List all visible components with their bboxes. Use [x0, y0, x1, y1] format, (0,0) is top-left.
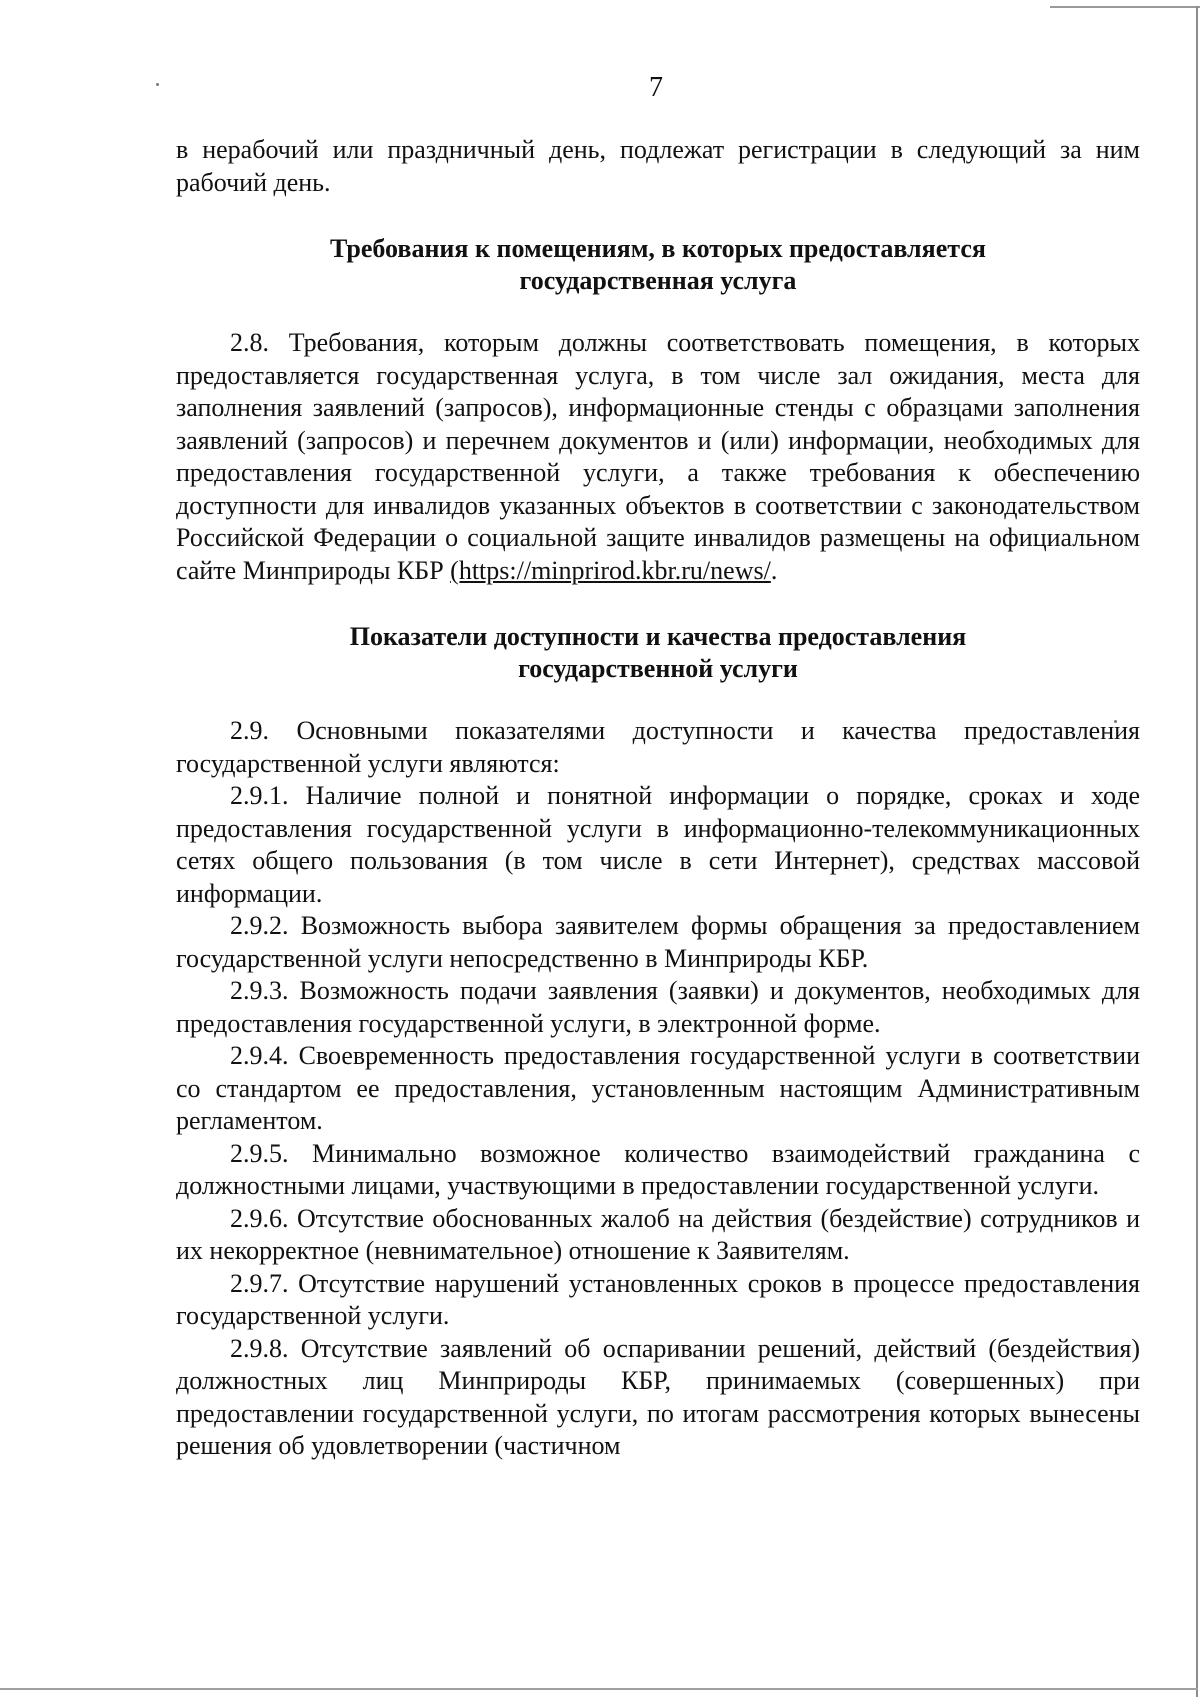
intro-paragraph: в нерабочий или праздничный день, подлежат регистрации в следующий за ним рабочий день. [176, 135, 1140, 197]
paragraph-2-9-2: 2.9.2. Возможность выбора заявителем формы обращения за предоставлением государственной услуги непосредственно в Минприроды КБР. [176, 911, 1140, 973]
paragraph-2-9-1: 2.9.1. Наличие полной и понятной информации о порядке, сроках и ходе предоставления государственной услуги в информационно-телекоммуникационных сетях общего пользования (в том числе в сети Интернет), средствах массовой информации. [176, 781, 1140, 908]
paragraph-2-9-6: 2.9.6. Отсутствие обоснованных жалоб на действия (бездействие) сотрудников и их некорректное (невнимательное) отношение к Заявителям. [176, 1203, 1140, 1265]
section-heading-indicators [176, 621, 1140, 685]
page-number: 7 [649, 72, 663, 103]
paragraph-text: 2.8. Требования, которым должны соответствовать помещения, в которых предоставляется государственная услуга, в том числе зал ожидания, места для заполнения заявлений (запросов), информационные стенды с образцами заполнения заявлений (запросов) и перечнем документов и (или) информации, необходимых для предоставления государственной услуги, а также требования к обеспечению доступности для инвалидов указанных объектов в соответствии с законодательством Российской Федерации о социальной защите инвалидов размещены на официальном сайте Минприроды КБР [176, 328, 1140, 585]
heading-line: государственной услуги [518, 654, 798, 683]
paragraph-2-9-8: 2.9.8. Отсутствие заявлений об оспаривании решений, действий (бездействия) должностных лиц Минприроды КБР, принимаемых (совершенных) при предоставлении государственной услуги, по итогам рассмотрения которых вынесены решения об удовлетворении (частичном [176, 1333, 1140, 1460]
scan-edge-right [1196, 6, 1198, 1697]
scan-edge-bottom [0, 1688, 1198, 1690]
paragraph-2-9-4: 2.9.4. Своевременность предоставления государственной услуги в соответствии со стандартом ее предоставления, установленным настоящим Административным регламентом. [176, 1041, 1140, 1135]
site-link[interactable]: (https://minprirod.kbr.ru/news/ [450, 555, 771, 585]
heading-line: Показатели доступности и качества предоставления [349, 622, 967, 651]
scan-edge-top [1050, 6, 1200, 8]
paragraph-2-9-5: 2.9.5. Минимально возможное количество взаимодействий гражданина с должностными лицами, участвующими в предоставлении государственной услуги. [176, 1138, 1140, 1200]
document-body [176, 134, 1140, 1463]
section-heading-premises [176, 233, 1140, 297]
paragraph-2-9: 2.9. Основными показателями доступности и качества предоставления государственной услуги являются: [176, 716, 1140, 778]
paragraph-2-9-3: 2.9.3. Возможность подачи заявления (заявки) и документов, необходимых для предоставления государственной услуги, в электронной форме. [176, 976, 1140, 1038]
heading-line: государственная услуга [519, 266, 797, 295]
paragraph-tail: . [770, 555, 778, 585]
heading-line: Требования к помещениям, в которых предоставляется [330, 234, 986, 263]
paragraph-2-8 [176, 327, 1140, 587]
paragraph-2-9-7: 2.9.7. Отсутствие нарушений установленных сроков в процессе предоставления государственной услуги. [176, 1268, 1140, 1330]
